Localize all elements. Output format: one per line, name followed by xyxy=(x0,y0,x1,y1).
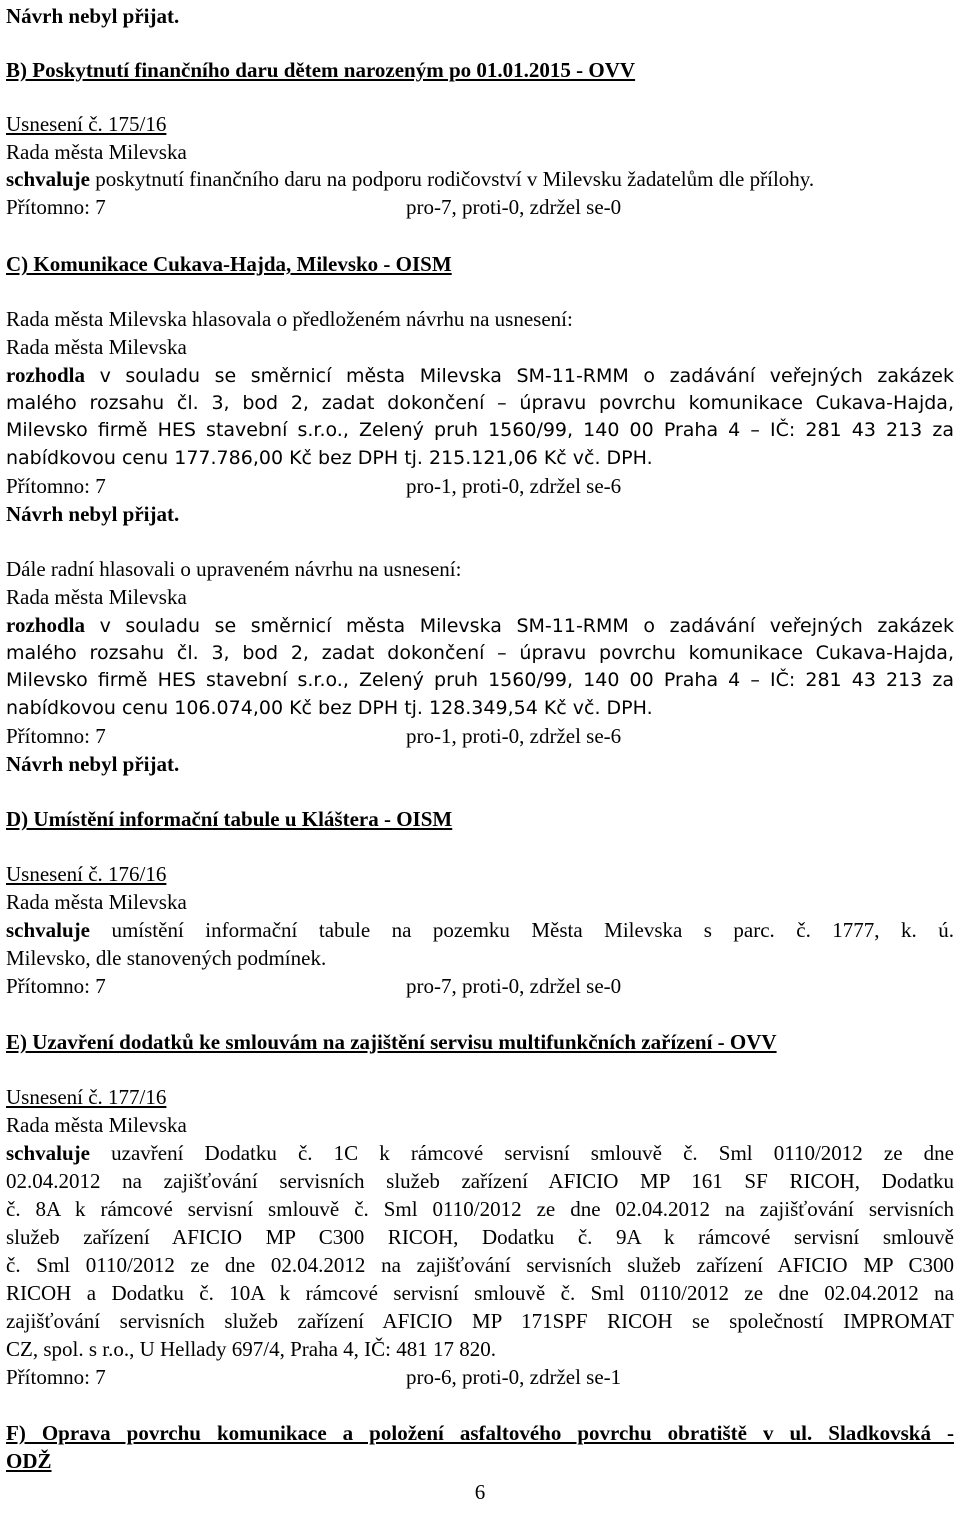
section-d-present: Přítomno: 7 xyxy=(6,974,106,998)
section-e-resolution-number: Usnesení č. 177/16 xyxy=(6,1085,167,1109)
section-c-vote-row2 xyxy=(6,722,954,750)
section-d-text-line1-text: umístění informační tabule na pozemku Města Milevska s parc. č. 1777, k. ú. xyxy=(90,918,954,942)
section-c-intro1: Rada města Milevska hlasovala o předloženém návrhu na usnesení: xyxy=(6,307,573,331)
section-e-text-line1-text: uzavření Dodatku č. 1C k rámcové servisní smlouvě č. Sml 0110/2012 ze dne xyxy=(90,1141,954,1165)
section-b-vote-row xyxy=(6,193,954,221)
section-c-text2-line3: Milevsko firmě HES stavební s.r.o., Zelený pruh 1560/99, 140 00 Praha 4 – IČ: 281 43 213 za xyxy=(6,669,954,691)
section-c-text2-line1 xyxy=(6,611,954,639)
section-e-text-line3: č. 8A k rámcové servisní smlouvě č. Sml 0110/2012 ze dne 02.04.2012 na zajišťování servisních xyxy=(6,1197,954,1221)
section-e-text-line2: 02.04.2012 na zajišťování servisních služeb zařízení AFICIO MP 161 SF RICOH, Dodatku xyxy=(6,1169,954,1193)
section-e-text-line4: služeb zařízení AFICIO MP C300 RICOH, Dodatku č. 9A k rámcové servisní smlouvě xyxy=(6,1225,954,1249)
section-c-status2: Návrh nebyl přijat. xyxy=(6,752,180,776)
section-e-text-line5: č. Sml 0110/2012 ze dne 02.04.2012 na zajišťování servisních služeb zařízení AFICIO MP C300 xyxy=(6,1253,954,1277)
section-b-resolution-text xyxy=(6,165,954,193)
section-c-text1-line1-text: v souladu se směrnicí města Milevska SM-11-RMM o zadávání veřejných zakázek xyxy=(84,365,954,387)
section-f-heading-line1: F) Oprava povrchu komunikace a položení asfaltového povrchu obratiště v ul. Sladkovská - xyxy=(6,1421,954,1445)
section-c-present1: Přítomno: 7 xyxy=(6,474,106,498)
section-c-vote2: pro-1, proti-0, zdržel se-6 xyxy=(406,724,622,748)
section-c-text2-line4: nabídkovou cenu 106.074,00 Kč bez DPH tj. 128.349,54 Kč vč. DPH. xyxy=(6,697,653,719)
section-e-heading: E) Uzavření dodatků ke smlouvám na zajištění servisu multifunkčních zařízení - OVV xyxy=(6,1030,777,1054)
section-e-verb: schvaluje xyxy=(6,1141,90,1165)
section-c-council2: Rada města Milevska xyxy=(6,585,187,609)
section-c-text1-line3: Milevsko firmě HES stavební s.r.o., Zelený pruh 1560/99, 140 00 Praha 4 – IČ: 281 43 213 za xyxy=(6,419,954,441)
section-c-council1: Rada města Milevska xyxy=(6,335,187,359)
section-c-heading: C) Komunikace Cukava-Hajda, Milevsko - OISM xyxy=(6,252,452,276)
section-b-present: Přítomno: 7 xyxy=(6,195,106,219)
section-c-text2-line2: malého rozsahu čl. 3, bod 2, zadat dokončení – úpravu povrchu komunikace Cukava-Hajda, xyxy=(6,642,954,664)
section-e-text-line7: zajišťování servisních služeb zařízení AFICIO MP 171SPF RICOH se společností IMPROMAT xyxy=(6,1309,954,1333)
section-d-text-line2: Milevsko, dle stanovených podmínek. xyxy=(6,946,327,970)
section-d-vote-row xyxy=(6,972,954,1000)
section-d-verb: schvaluje xyxy=(6,918,90,942)
section-b-text: poskytnutí finančního daru na podporu rodičovství v Milevsku žadatelům dle přílohy. xyxy=(90,167,815,191)
top-status: Návrh nebyl přijat. xyxy=(6,4,180,28)
section-e-vote: pro-6, proti-0, zdržel se-1 xyxy=(406,1365,622,1389)
section-e-present: Přítomno: 7 xyxy=(6,1365,106,1389)
section-d-vote: pro-7, proti-0, zdržel se-0 xyxy=(406,974,622,998)
section-c-verb1: rozhodla xyxy=(6,363,85,387)
page-number: 6 xyxy=(474,1480,486,1504)
section-c-verb2: rozhodla xyxy=(6,613,85,637)
section-c-text1-line1 xyxy=(6,361,954,389)
section-c-present2: Přítomno: 7 xyxy=(6,724,106,748)
section-b-vote: pro-7, proti-0, zdržel se-0 xyxy=(406,195,622,219)
section-b-heading: B) Poskytnutí finančního daru dětem narozeným po 01.01.2015 - OVV xyxy=(6,58,636,82)
section-c-status1: Návrh nebyl přijat. xyxy=(6,502,180,526)
section-c-text2-line1-text: v souladu se směrnicí města Milevska SM-11-RMM o zadávání veřejných zakázek xyxy=(84,615,954,637)
section-b-resolution-number: Usnesení č. 175/16 xyxy=(6,112,167,136)
section-b-council: Rada města Milevska xyxy=(6,140,187,164)
section-f-heading-line2: ODŽ xyxy=(6,1449,52,1473)
section-d-council: Rada města Milevska xyxy=(6,890,187,914)
section-e-text-line6: RICOH a Dodatku č. 10A k rámcové servisní smlouvě č. Sml 0110/2012 ze dne 02.04.2012 na xyxy=(6,1281,954,1305)
section-c-text1-line2: malého rozsahu čl. 3, bod 2, zadat dokončení – úpravu povrchu komunikace Cukava-Hajda, xyxy=(6,392,954,414)
section-d-resolution-number: Usnesení č. 176/16 xyxy=(6,862,167,886)
section-c-intro2: Dále radní hlasovali o upraveném návrhu na usnesení: xyxy=(6,557,462,581)
section-c-text1-line4: nabídkovou cenu 177.786,00 Kč bez DPH tj. 215.121,06 Kč vč. DPH. xyxy=(6,447,653,469)
section-d-text-line1 xyxy=(6,916,954,944)
section-e-council: Rada města Milevska xyxy=(6,1113,187,1137)
section-e-text-line1 xyxy=(6,1139,954,1167)
section-e-text-line8: CZ, spol. s r.o., U Hellady 697/4, Praha 4, IČ: 481 17 820. xyxy=(6,1337,496,1361)
section-e-vote-row xyxy=(6,1363,954,1391)
section-d-heading: D) Umístění informační tabule u Kláštera - OISM xyxy=(6,807,453,831)
section-c-vote-row1 xyxy=(6,472,954,500)
section-c-vote1: pro-1, proti-0, zdržel se-6 xyxy=(406,474,622,498)
section-b-verb: schvaluje xyxy=(6,167,90,191)
